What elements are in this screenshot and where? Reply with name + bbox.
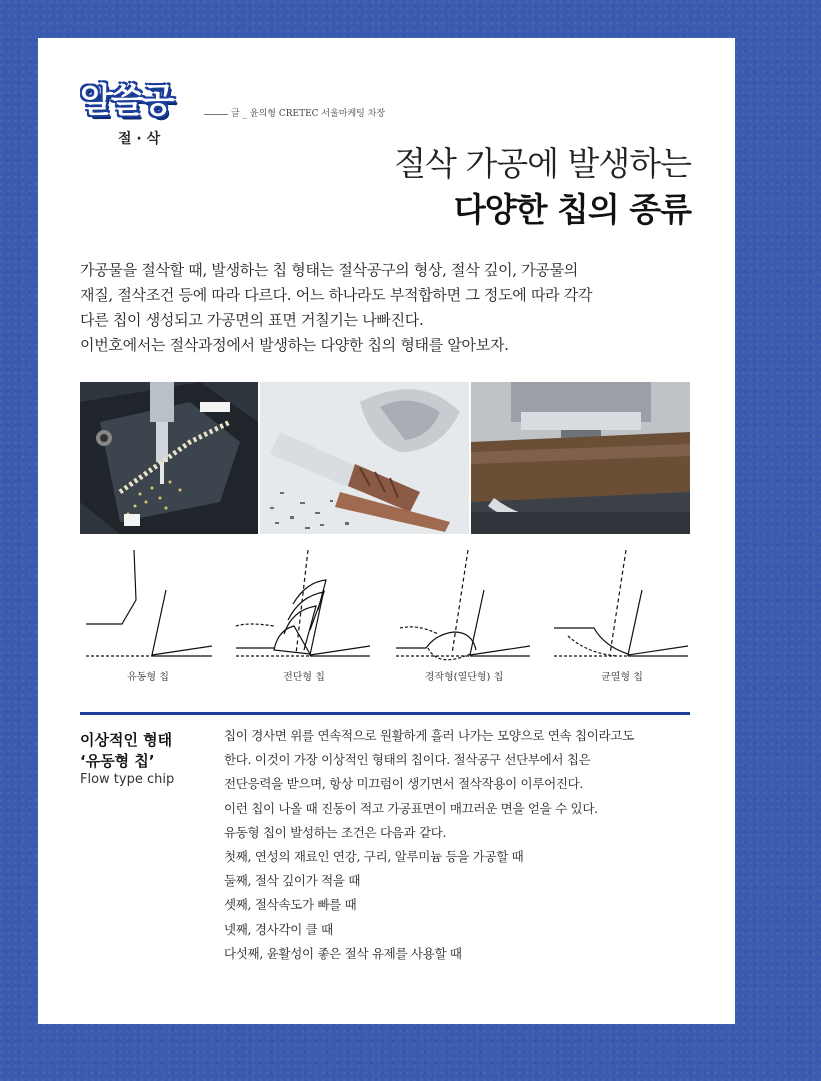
body-line: 한다. 이것이 가장 이상적인 형태의 칩이다. 절삭공구 선단부에서 칩은: [224, 752, 591, 768]
milling-photo: [80, 382, 258, 534]
intro-line: 이번호에서는 절삭과정에서 발생하는 다양한 칩의 형태를 알아보자.: [80, 336, 509, 354]
facemill-photo: [471, 382, 690, 534]
body-line: 전단응력을 받으며, 항상 미끄럼이 생기면서 절삭작용이 이루어진다.: [224, 776, 584, 792]
body-line: 둘째, 절삭 깊이가 적을 때: [224, 873, 361, 889]
diagram-label: 경작형(열단형) 칩: [424, 672, 504, 683]
byline-divider: [204, 114, 228, 115]
flow-chip-diagram: [86, 550, 212, 656]
body-line: 유동형 칩이 발성하는 조건은 다음과 같다.: [224, 824, 447, 840]
intro-line: 다른 칩이 생성되고 가공면의 표면 거칠기는 나빠진다.: [80, 311, 424, 329]
body-line: 칩이 경사면 위를 연속적으로 원활하게 흘러 나가는 모양으로 연속 칩이라고도: [224, 728, 634, 743]
section-title-english: Flow type chip: [80, 772, 175, 787]
series-category: 절 · 삭: [118, 131, 161, 147]
section-body: [224, 724, 694, 966]
endmill-photo: [260, 382, 469, 534]
diagram-label: 유동형 칩: [127, 672, 169, 683]
body-line: 다섯째, 윤활성이 좋은 절삭 유제를 사용할 때: [224, 945, 462, 961]
shear-chip-diagram: [236, 550, 370, 656]
title-line-1: 절삭 가공에 발생하는: [394, 144, 691, 183]
title-line-2: 다양한 칩의 종류: [453, 190, 691, 229]
body-line: 이런 칩이 나올 때 진동이 적고 가공표면이 매끄러운 면을 얻을 수 있다.: [224, 800, 598, 816]
section-title-line: 이상적인 형태: [80, 731, 173, 749]
body-line: 첫째, 연성의 재료인 연강, 구리, 알루미늄 등을 가공할 때: [224, 849, 524, 865]
series-logo: 알쓸공: [80, 80, 200, 122]
tear-chip-diagram: [396, 550, 530, 660]
intro-paragraph: [80, 258, 700, 358]
section-title: [80, 730, 172, 772]
byline: 글 _ 윤의형 CRETEC 서울마케팅 차장: [231, 109, 386, 119]
intro-line: 재질, 절삭조건 등에 따라 다르다. 어느 하나라도 부적합하면 그 정도에 따라 각각: [80, 286, 593, 304]
section-divider: [80, 712, 690, 715]
body-line: 넷째, 경사각이 클 때: [224, 921, 333, 937]
chip-type-diagrams: [78, 550, 698, 700]
body-line: 셋째, 절삭속도가 빠를 때: [224, 897, 357, 913]
diagram-label: 전단형 칩: [283, 672, 325, 683]
section-title-line: ‘유동형 칩’: [80, 752, 155, 770]
intro-line: 가공물을 절삭할 때, 발생하는 칩 형태는 절삭공구의 형상, 절삭 깊이, 가공물의: [80, 261, 578, 279]
crack-chip-diagram: [554, 550, 688, 656]
diagram-label: 균열형 칩: [601, 672, 643, 683]
article-page: [38, 38, 735, 1024]
